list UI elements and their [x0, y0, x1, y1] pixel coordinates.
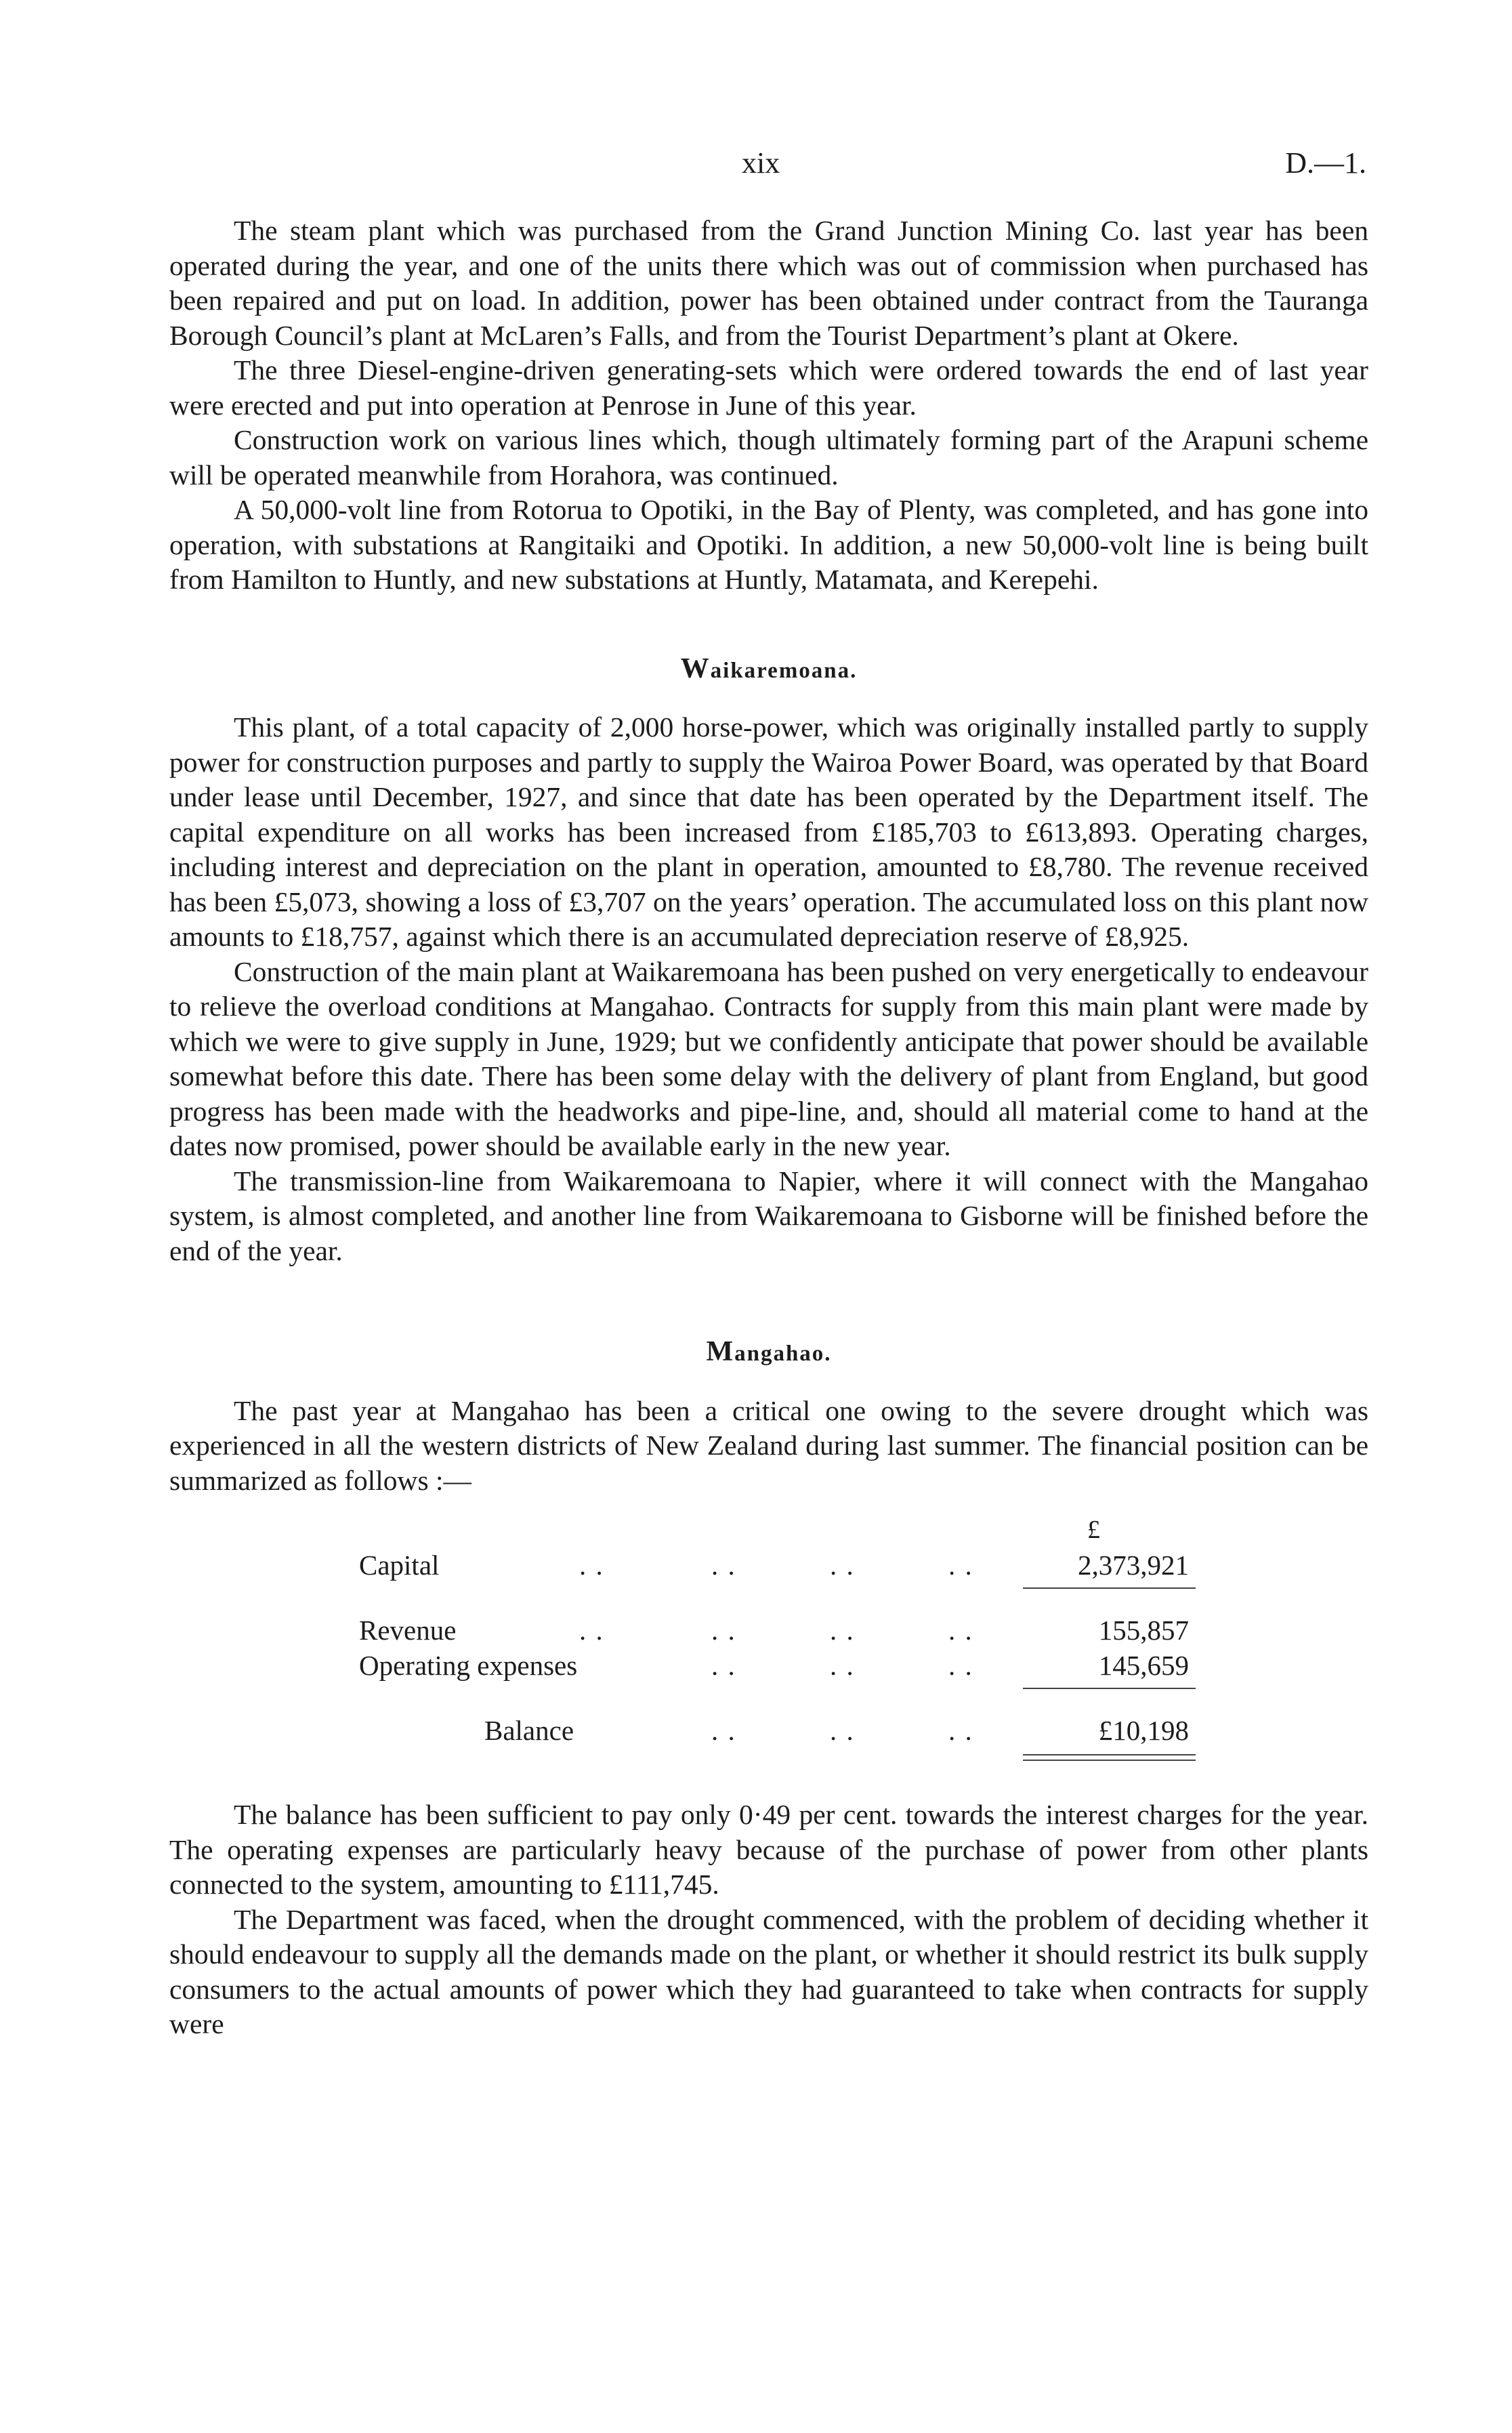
currency-header: £: [1087, 1516, 1100, 1544]
leader-dots: . .: [948, 1615, 973, 1646]
leader-dots: . .: [711, 1550, 736, 1581]
capital-value: 2,373,921: [1078, 1550, 1189, 1581]
leader-dots: . .: [711, 1715, 736, 1746]
mangahao-paragraph-2: The Department was faced, when the drought commenced, with the problem of deciding whether it should endeavour to supply all the demands made on the plant, or whether it should restrict its bulk supply consumers to the actual amounts of power which they had guaranteed to take when contracts for supply were: [169, 1903, 1368, 2039]
table-rule: [1023, 1688, 1196, 1689]
leader-dots: . .: [579, 1550, 604, 1581]
leader-dots: . .: [948, 1650, 973, 1681]
intro-paragraph-1: The steam plant which was purchased from the Grand Junction Mining Co. last year has been operated during the year, and one of the units there which was out of commission when purchased has been repaired and put on load. In addition, power has been obtained under contract from the Tauranga Borough Council’s plant at McLaren’s Falls, and from the Tourist Department’s plant at Okere.: [169, 215, 1368, 351]
waikaremoana-paragraph-1: This plant, of a total capacity of 2,000 horse-power, which was originally installed partly to supply power for construction purposes and partly to supply the Wairoa Power Board, was operated by that Board under lease until December, 1927, and since that date has been operated by the Department itself. The capital expenditure on all works has been increased from £185,703 to £613,893. Operating charges, including interest and depreciation on the plant in operation, amounted to £8,780. The revenue received has been £5,073, showing a loss of £3,707 on the years’ operation. The accumulated loss on this plant now amounts to £18,757, against which there is an accumulated depreciation reserve of £8,925.: [169, 711, 1368, 952]
capital-label: Capital: [359, 1550, 440, 1581]
capital-row: [169, 1548, 1368, 1583]
expenses-value: 145,659: [1098, 1650, 1189, 1681]
mangahao-paragraph-1: The balance has been sufficient to pay only 0·49 per cent. towards the interest charges for the year. The operating expenses are particularly heavy because of the purchase of power from other plants connected to the system, amounting to £111,745.: [169, 1799, 1368, 1900]
leader-dots: . .: [711, 1650, 736, 1681]
mangahao-intro: The past year at Mangahao has been a critical one owing to the severe drought which was experienced in all the western districts of New Zealand during last summer. The financial position can be summarized as follows :—: [169, 1394, 1368, 1496]
leader-dots: . .: [948, 1715, 973, 1746]
balance-row: [169, 1713, 1368, 1749]
leader-dots: . .: [579, 1615, 604, 1646]
expenses-label: Operating expenses: [359, 1650, 578, 1681]
leader-dots: . .: [711, 1615, 736, 1646]
leader-dots: . .: [830, 1550, 855, 1581]
section-heading-mangahao: Mangahao.: [706, 1336, 832, 1367]
section-heading-waikaremoana: Waikaremoana.: [680, 652, 858, 684]
body-text: [169, 213, 1368, 2042]
page-header: [0, 146, 1512, 186]
table-double-rule: [1023, 1754, 1196, 1761]
waikaremoana-paragraph-3: The transmission-line from Waikaremoana to Napier, where it will connect with the Mangahao system, is almost completed, and another line from Waikaremoana to Gisborne will be finished before the end of the year.: [169, 1165, 1368, 1266]
balance-label: Balance: [484, 1715, 574, 1746]
table-rule: [1023, 1587, 1196, 1589]
intro-paragraph-3: Construction work on various lines which, though ultimately forming part of the Arapuni scheme will be operated meanwhile from Horahora, was continued.: [169, 424, 1368, 491]
leader-dots: . .: [830, 1615, 855, 1646]
revenue-value: 155,857: [1098, 1615, 1189, 1646]
revenue-row: [169, 1613, 1368, 1648]
balance-value: £10,198: [1098, 1715, 1189, 1746]
leader-dots: . .: [948, 1550, 973, 1581]
intro-paragraph-2: The three Diesel-engine-driven generating-sets which were ordered towards the end of last year were erected and put into operation at Penrose in June of this year.: [169, 354, 1368, 421]
intro-paragraph-4: A 50,000-volt line from Rotorua to Opotiki, in the Bay of Plenty, was completed, and has gone into operation, with substations at Rangitaiki and Opotiki. In addition, a new 50,000-volt line is being built from Hamilton to Huntly, and new substations at Huntly, Matamata, and Kerepehi.: [169, 494, 1368, 595]
document-reference: D.—1.: [1285, 146, 1366, 180]
page-number: xix: [742, 146, 780, 180]
revenue-label: Revenue: [359, 1615, 457, 1646]
expenses-row: [169, 1648, 1368, 1684]
waikaremoana-paragraph-2: Construction of the main plant at Waikaremoana has been pushed on very energetically to endeavour to relieve the overload conditions at Mangahao. Contracts for supply from this main plant were made by which we were to give supply in June, 1929; but we confidently anticipate that power should be available somewhat before this date. There has been some delay with the delivery of plant from England, but good progress has been made with the headworks and pipe-line, and, should all material come to hand at the dates now promised, power should be available early in the new year.: [169, 955, 1368, 1161]
leader-dots: . .: [830, 1650, 855, 1681]
leader-dots: . .: [830, 1715, 855, 1746]
financial-summary-table: [169, 1513, 1368, 1797]
